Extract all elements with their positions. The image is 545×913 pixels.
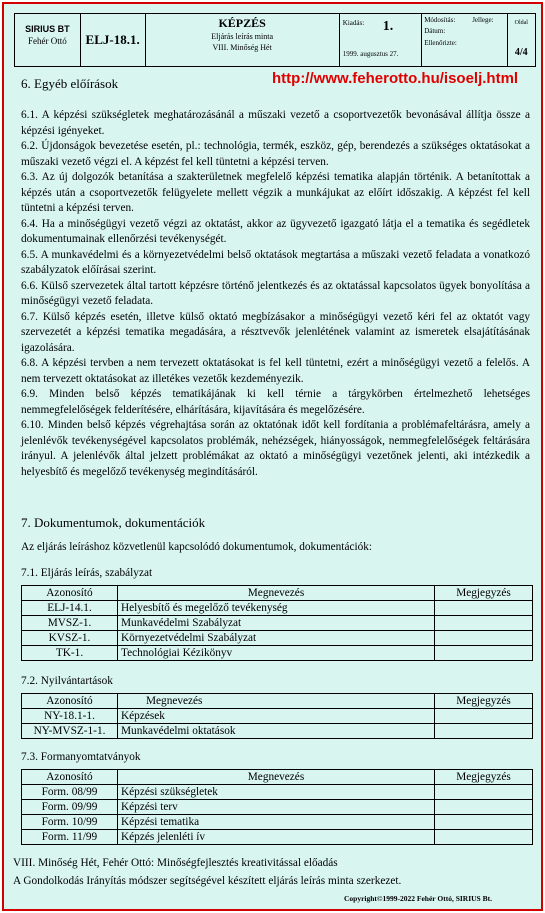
col-header-id: Azonosító (22, 770, 118, 785)
issue-label: Kiadás: (342, 19, 365, 27)
section-7-intro: Az eljárás leíráshoz közvetlenül kapcsolódó dokumentumok, dokumentációk: (21, 541, 373, 553)
modification-label: Módosítás: (424, 16, 456, 24)
cell-note (435, 815, 533, 830)
table-7-3 (21, 769, 533, 845)
col-header-note: Megjegyzés (435, 586, 533, 601)
table-row (22, 815, 533, 830)
page-label: Oldal (514, 20, 528, 26)
footer-line-1: VIII. Minőség Hét, Fehér Ottó: Minőségfejlesztés kreativitással előadás (13, 857, 338, 869)
cell-name: Környezetvédelmi Szabályzat (118, 631, 435, 646)
cell-id: Form. 10/99 (22, 815, 118, 830)
cell-id: Form. 08/99 (22, 785, 118, 800)
paragraph: 6.10. Minden belső képzés végrehajtása során az oktatónak időt kell fordítania a problémafeltárásra, amely a jelenlévők tevékenységével kapcsolatos problémák, nehézségek, hiányosságok, nemmegfelelőségek feltárására irányul. A jelenlévők által jelzett problémákat az oktató a minőségügyi vezetőnek jelenti, aki intézkedik a helyesbítő és megelőző tevékenység megindításáról. (21, 419, 530, 478)
col-header-name: Megnevezés (118, 770, 435, 785)
table-7-1-title: 7.1. Eljárás leírás, szabályzat (21, 567, 153, 579)
paragraph: 6.3. Az új dolgozók betanítása a szakterületnek megfelelő képzési tematika alapján történik. A betanítottak a képzés után a csoportvezetők felügyelete mellett végzik a munkájukat az előírt időszakig. A képzést fel kell tüntetni a képzési terven. (21, 171, 530, 214)
cell-note (435, 800, 533, 815)
table-row (22, 601, 533, 616)
table-7-2-title: 7.2. Nyilvántartások (21, 675, 113, 687)
author-name: Fehér Ottó (28, 36, 67, 46)
company-name: SIRIUS BT (25, 24, 70, 34)
cell-id: Form. 09/99 (22, 800, 118, 815)
document-subtitle-1: Eljárás leírás minta (211, 32, 274, 41)
document-code: ELJ-18.1. (81, 14, 146, 66)
col-header-id: Azonosító (22, 586, 118, 601)
cell-id: MVSZ-1. (22, 616, 118, 631)
section-7-title: 7. Dokumentumok, dokumentációk (21, 515, 206, 530)
header-page-cell (508, 14, 535, 66)
type-label: Jellege: (472, 16, 494, 24)
footer-line-2: A Gondolkodás Irányítás módszer segítségével készített eljárás leírás minta szerkezet. (13, 875, 402, 887)
cell-name: Képzési szükségletek (118, 785, 435, 800)
cell-note (435, 709, 533, 724)
checked-by-label: Ellenőrizte: (424, 39, 457, 47)
cell-note (435, 646, 533, 661)
paragraph: 6.6. Külső szervezetek által tartott képzésre történő jelentkezés és az oktatással kapcsolatos ügyek bonyolítása a minőségügyi vezető feladata. (21, 279, 530, 307)
cell-id: NY-18.1-1. (22, 709, 118, 724)
cell-note (435, 724, 533, 739)
cell-note (435, 830, 533, 845)
issue-number: 1. (382, 19, 394, 34)
section-6-title: 6. Egyéb előírások (21, 76, 119, 91)
cell-id: ELJ-14.1. (22, 601, 118, 616)
table-header-row (22, 694, 533, 709)
col-header-note: Megjegyzés (435, 770, 533, 785)
table-row (22, 631, 533, 646)
col-header-id: Azonosító (22, 694, 118, 709)
paragraph: 6.5. A munkavédelmi és a környezetvédelmi belső oktatások megtartása a műszaki vezető feladata a vonatkozó szabályzatok előírásai szerint. (21, 248, 530, 276)
copyright-notice: Copyright©1999-2022 Fehér Ottó, SIRIUS Bt. (344, 894, 492, 903)
page-frame (2, 2, 543, 911)
table-row (22, 800, 533, 815)
table-row (22, 724, 533, 739)
paragraph: 6.9. Minden belső képzés tematikájának ki kell térnie a tárgykörben értelmezhető lehetséges nemmegfelelőségek felderítésére, elhárítására, kijavítására és megelőzésére. (21, 388, 530, 416)
date-label: Dátum: (424, 27, 446, 35)
paragraph: 6.8. A képzési tervben a nem tervezett oktatásokat is fel kell tüntetni, ezért a minőségügyi vezető a felelős. A nem tervezett oktatásokat az illetékes vezetők kezdeményezik. (21, 357, 530, 385)
paragraph: 6.4. Ha a minőségügyi vezető végzi az oktatást, akkor az ügyvezető igazgató látja el a tematika és segédletek dokumentumainak ellenőrzési tevékenységét. (21, 217, 530, 245)
header-modification-cell (422, 14, 507, 66)
cell-note (435, 601, 533, 616)
cell-note (435, 631, 533, 646)
cell-id: KVSZ-1. (22, 631, 118, 646)
paragraph: 6.1. A képzési szükségletek meghatározásánál a műszaki vezető a csoportvezetők bevonásával állítja össze a képzési igényeket. (21, 109, 530, 137)
cell-name: Képzések (118, 709, 435, 724)
paragraph: 6.2. Újdonságok bevezetése esetén, pl.: technológia, termék, eszköz, gép, berendezés a szükséges oktatásokat a műszaki vezető végzi el. A képzést fel kell tüntetni a képzési terven. (21, 140, 530, 168)
header-issue-cell (340, 14, 422, 66)
cell-name: Képzési tematika (118, 815, 435, 830)
issue-date: 1999. augusztus 27. (342, 50, 399, 58)
col-header-note: Megjegyzés (435, 694, 533, 709)
table-header-row (22, 770, 533, 785)
table-row (22, 785, 533, 800)
cell-id: TK-1. (22, 646, 118, 661)
header-company-cell (15, 14, 81, 66)
cell-name: Technológiai Kézikönyv (118, 646, 435, 661)
source-url-link[interactable]: http://www.feherotto.hu/isoelj.html (272, 70, 519, 87)
document-title: KÉPZÉS (218, 16, 266, 30)
cell-note (435, 785, 533, 800)
document-subtitle-2: VIII. Minőség Hét (212, 43, 272, 52)
table-row (22, 709, 533, 724)
table-row (22, 830, 533, 845)
cell-name: Helyesbítő és megelőző tevékenység (118, 601, 435, 616)
cell-id: Form. 11/99 (22, 830, 118, 845)
cell-name: Képzési terv (118, 800, 435, 815)
col-header-name: Megnevezés (118, 586, 435, 601)
header-title-cell (146, 14, 340, 66)
cell-name: Munkavédelmi Szabályzat (118, 616, 435, 631)
cell-name: Munkavédelmi oktatások (118, 724, 435, 739)
table-7-3-title: 7.3. Formanyomtatványok (21, 751, 141, 763)
table-7-2 (21, 693, 533, 739)
document-header (14, 13, 536, 67)
page-number: 4/4 (514, 47, 528, 58)
cell-name: Képzés jelenléti ív (118, 830, 435, 845)
section-6-body (21, 108, 530, 480)
table-row (22, 616, 533, 631)
cell-id: NY-MVSZ-1-1. (22, 724, 118, 739)
table-header-row (22, 586, 533, 601)
cell-note (435, 616, 533, 631)
paragraph: 6.7. Külső képzés esetén, illetve külső oktató megbízásakor a minőségügyi vezető kéri fel az oktatót vagy szervezetét a képzési tematika megadására, a résztvevők jelenlétének valamint az ismeretek elsajátításának igazolására. (21, 310, 530, 354)
table-row (22, 646, 533, 661)
table-7-1 (21, 585, 533, 661)
col-header-name: Megnevezés (118, 694, 435, 709)
